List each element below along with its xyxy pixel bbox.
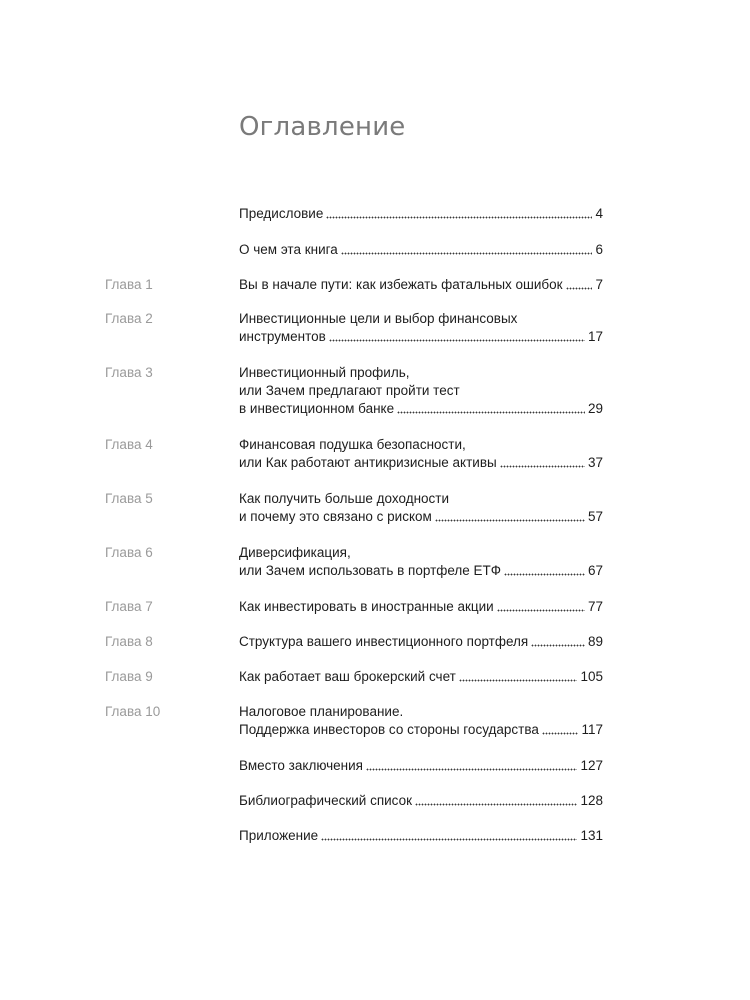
entry-title-text: Вместо заключения [239,758,363,773]
entry-title [239,703,603,739]
dot-leader [504,573,585,576]
entry-title-text: Структура вашего инвестиционного портфеля [239,634,529,649]
page-number: 77 [587,599,603,614]
dot-leader [326,216,592,219]
chapter-label: Глава 6 [105,545,153,560]
page-number: 67 [587,563,603,578]
entry-title-line [239,276,603,294]
entry-title-line [239,400,603,418]
dot-leader [566,287,593,290]
dot-leader [531,644,585,647]
dot-leader [435,519,585,522]
entry-title-line [239,241,603,259]
entry-title-text: Предисловие [239,206,324,221]
page-number: 7 [595,277,603,292]
entry-title-line [239,310,603,328]
entry-title [239,276,603,294]
entry-title-text: Библиографический список [239,793,412,808]
entry-title [239,436,603,472]
entry-title-line [239,205,603,223]
entry-title-text: в инвестиционном банке [239,401,395,416]
entry-title-text: Поддержка инвесторов со стороны государства [239,722,539,737]
chapter-label: Глава 5 [105,491,153,506]
chapter-label: Глава 7 [105,599,153,614]
entry-title-line [239,668,603,686]
entry-title-line [239,792,603,810]
entry-title [239,792,603,810]
entry-title-text: или Зачем предлагают пройти тест [239,383,460,398]
page-number: 131 [580,828,603,843]
dot-leader [329,339,585,342]
entry-title [239,633,603,651]
entry-title-line [239,490,603,508]
page-number: 117 [581,722,603,737]
entry-title [239,598,603,616]
chapter-label: Глава 4 [105,437,153,452]
entry-title-text: инструментов [239,329,326,344]
page-number: 128 [580,793,603,808]
entry-title [239,490,603,526]
page-number: 57 [587,509,603,524]
dot-leader [500,465,585,468]
chapter-label: Глава 9 [105,669,153,684]
page-title: Оглавление [239,112,406,142]
entry-title-text: Финансовая подушка безопасности, [239,437,466,452]
entry-title-line [239,827,603,845]
entry-title-text: Инвестиционные цели и выбор финансовых [239,311,518,326]
page-number: 4 [595,206,603,221]
page-number: 29 [587,401,603,416]
entry-title-text: Приложение [239,828,319,843]
entry-title-line [239,382,603,400]
entry-title [239,310,603,346]
entry-title [239,364,603,418]
entry-title [239,241,603,259]
page-number: 37 [587,455,603,470]
chapter-label: Глава 1 [105,277,153,292]
entry-title-line [239,454,603,472]
entry-title-text: Как инвестировать в иностранные акции [239,599,494,614]
entry-title-line [239,757,603,775]
entry-title-text: О чем эта книга [239,242,338,257]
entry-title-text: Как получить больше доходности [239,491,450,506]
dot-leader [321,838,577,841]
entry-title-line [239,544,603,562]
entry-title-text: Инвестиционный профиль, [239,365,410,380]
chapter-label: Глава 10 [105,704,161,719]
dot-leader [459,679,578,682]
entry-title-text: и почему это связано с риском [239,509,432,524]
dot-leader [542,732,579,735]
entry-title [239,544,603,580]
chapter-label: Глава 8 [105,634,153,649]
entry-title-text: Вы в начале пути: как избежать фатальных ошибок [239,277,563,292]
page-number: 127 [580,758,603,773]
entry-title [239,668,603,686]
dot-leader [415,803,577,806]
entry-title-line [239,703,603,721]
page-number: 17 [587,329,603,344]
entry-title [239,205,603,223]
entry-title-line [239,721,603,739]
page-number: 105 [580,669,603,684]
entry-title-line [239,364,603,382]
entry-title-line [239,508,603,526]
dot-leader [366,768,577,771]
entry-title-line [239,328,603,346]
entry-title-text: или Зачем использовать в портфеле ETФ [239,563,502,578]
entry-title-line [239,598,603,616]
chapter-label: Глава 2 [105,311,153,326]
page-number: 6 [595,242,603,257]
entry-title-line [239,562,603,580]
entry-title [239,757,603,775]
entry-title-line [239,436,603,454]
page-number: 89 [587,634,603,649]
entry-title-text: Как работает ваш брокерский счет [239,669,456,684]
entry-title-line [239,633,603,651]
chapter-label: Глава 3 [105,365,153,380]
entry-title-text: Налоговое планирование. [239,704,404,719]
dot-leader [341,252,593,255]
dot-leader [397,411,585,414]
entry-title-text: или Как работают антикризисные активы [239,455,497,470]
entry-title [239,827,603,845]
entry-title-text: Диверсификация, [239,545,351,560]
dot-leader [497,609,585,612]
